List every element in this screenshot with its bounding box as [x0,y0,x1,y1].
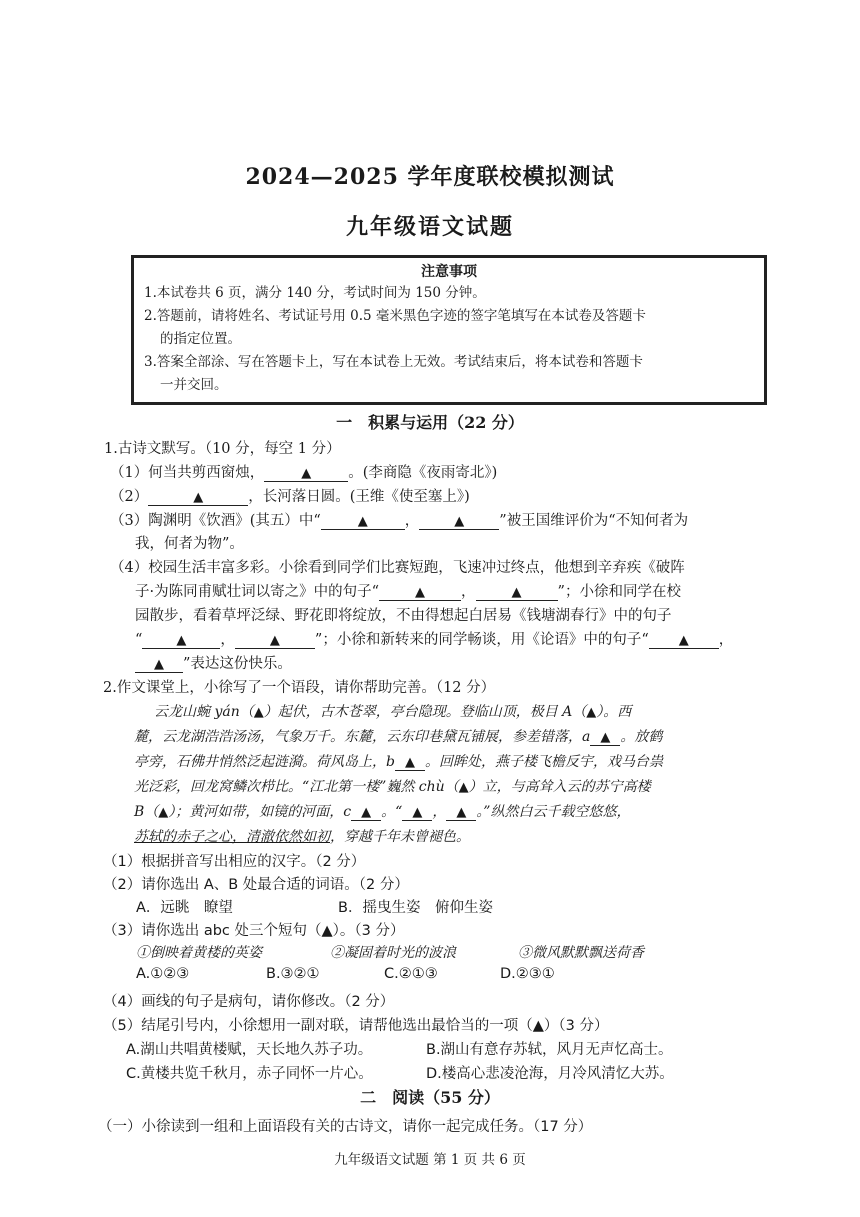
answer-blank: ▲ [476,585,558,601]
question-stem: （一）小徐读到一组和上面语段有关的古诗文，请你一起完成任务。（17 分） [98,1119,593,1135]
question-item: （1）何当共剪西窗烛， ▲ 。(李商隐《夜雨寄北》) [110,465,498,481]
option-A: A.①②③ [136,966,190,982]
sub-question: （2）请你选出 A、B 处最合适的词语。（2 分） [103,877,409,893]
question-item: 我，何者为物”。 [135,536,244,552]
option-B: B.湖山有意存苏轼，风月无声忆高士。 [426,1042,673,1058]
passage-line: 苏轼的赤子之心，清澈依然如初，穿越千年未曾褪色。 [134,829,470,845]
phrase-option: ①倒映着黄楼的英姿 [136,945,262,961]
answer-blank: ▲ [649,633,719,649]
section-heading: 二 阅读（55 分） [360,1088,500,1107]
answer-blank: ▲ [446,805,476,821]
option-B: B．摇曳生姿 俯仰生姿 [338,900,493,916]
question-item: 园散步，看着草坪泛绿、野花即将绽放，不由得想起白居易《钱塘湖春行》中的句子 [135,608,672,624]
passage-line: B（▲）；黄河如带，如镜的河面，c ▲ 。“ ▲ ， ▲ 。”纵然白云千载空悠悠， [134,804,631,820]
notice-heading: 注意事项 [421,264,477,280]
answer-blank: ▲ [142,633,220,649]
underlined-sentence: 苏轼的赤子之心，清澈依然如初 [134,829,330,845]
sub-question: （4）画线的句子是病句，请你修改。（2 分） [103,994,395,1010]
answer-blank: ▲ [402,805,432,821]
question-item: 子·为陈同甫赋壮词以寄之》中的句子“ ▲ ， ▲ ”；小徐和同学在校 [135,584,681,600]
option-C: C.黄楼共览千秋月，赤子同怀一片心。 [126,1066,373,1082]
phrase-option: ③微风默默飘送荷香 [518,945,644,961]
question-stem: 2.作文课堂上，小徐写了一个语段，请你帮助完善。（12 分） [103,680,496,696]
option-D: D.②③① [500,966,555,982]
exam-subtitle: 九年级语文试题 [345,214,514,240]
question-stem: 1.古诗文默写。（10 分，每空 1 分） [104,441,341,457]
notice-item: 的指定位置。 [160,331,241,347]
answer-blank: ▲ [419,514,499,530]
exam-title: 2024—2025 学年度联校模拟测试 [245,164,615,190]
phrase-option: ②凝固着时光的波浪 [330,945,456,961]
option-A: A．远眺 瞭望 [136,900,233,916]
answer-blank: ▲ [351,805,381,821]
notice-item: 1.本试卷共 6 页，满分 140 分，考试时间为 150 分钟。 [144,285,486,301]
passage-line: 光泛彩，回龙窝鳞次栉比。“江北第一楼”巍然 chù（▲）立，与高耸入云的苏宁高楼 [134,779,651,795]
notice-item: 3.答案全部涂、写在答题卡上，写在本试卷上无效。考试结束后，将本试卷和答题卡 [144,354,643,370]
sub-question: （3）请你选出 abc 处三个短句（▲）。（3 分） [103,923,405,939]
option-D: D.楼高心悲凌沧海，月冷风清忆大苏。 [426,1066,674,1082]
page-footer: 九年级语文试题 第 1 页 共 6 页 [334,1152,526,1168]
question-item: （2） ▲ ，长河落日圆。(王维《使至塞上》) [110,489,470,505]
answer-blank: ▲ [264,466,348,482]
answer-blank: ▲ [135,657,183,673]
option-B: B.③②① [266,966,320,982]
answer-blank: ▲ [379,585,461,601]
option-C: C.②①③ [384,966,438,982]
notice-item: 2.答题前，请将姓名、考试证号用 0.5 毫米黑色字迹的签字笔填写在本试卷及答题卡 [144,308,646,324]
sub-question: （5）结尾引号内，小徐想用一副对联，请帮他选出最恰当的一项（▲）（3 分） [103,1018,609,1034]
answer-blank: ▲ [148,490,248,506]
sub-question: （1）根据拼音写出相应的汉字。（2 分） [103,854,366,870]
passage-line: 亭旁，石佛井悄然泛起涟漪。荷风岛上，b ▲ 。回眸处，燕子楼飞檐反宇，戏马台祟 [134,754,663,770]
answer-blank: ▲ [395,755,425,771]
answer-blank: ▲ [235,633,315,649]
answer-blank: ▲ [590,730,620,746]
question-item: （3）陶渊明《饮酒》(其五）中“ ▲ ， ▲ ”被王国维评价为“不知何者为 [110,513,689,529]
question-item: （4）校园生活丰富多彩。小徐看到同学们比赛短跑，飞速冲过终点，他想到辛弃疾《破阵 [110,560,685,576]
notice-item: 一并交回。 [160,377,228,393]
option-A: A.湖山共唱黄楼赋，天长地久苏子功。 [126,1042,373,1058]
passage-line: 麓，云龙湖浩浩汤汤，气象万千。东麓，云东印巷黛瓦铺展，参差错落，a ▲ 。放鹤 [134,729,663,745]
question-item: ▲ ”表达这份快乐。 [135,652,292,673]
section-heading: 一 积累与运用（22 分） [336,413,524,432]
answer-blank: ▲ [321,514,405,530]
notice-box [131,255,767,405]
passage-line: 云龙山蜿 yán（▲）起伏，古木苍翠，亭台隐现。登临山顶，极目 A（▲）。西 [154,704,632,720]
question-item: “ ▲ ， ▲ ”；小徐和新转来的同学畅谈，用《论语》中的句子“ ▲ ， [135,632,734,648]
